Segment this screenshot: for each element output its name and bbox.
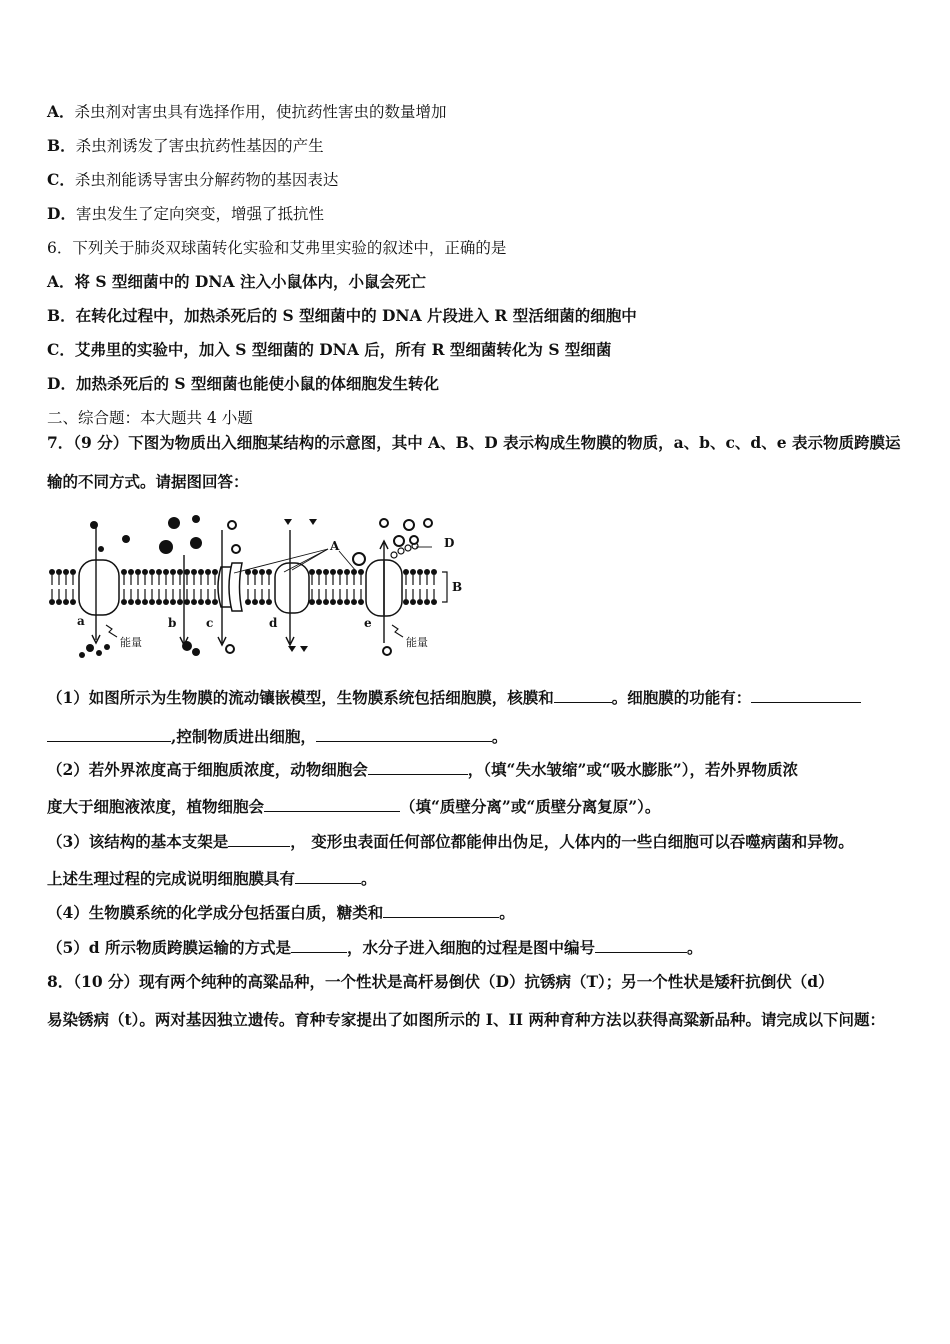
answer-blank[interactable] <box>368 760 468 775</box>
label-d-upper: D <box>444 536 455 550</box>
solutes-outside <box>90 515 317 554</box>
answer-blank[interactable] <box>264 797 400 812</box>
label-d: d <box>269 616 278 630</box>
q7-stem-line2: 输的不同方式。请据图回答： <box>47 472 249 491</box>
label-c: c <box>206 616 214 630</box>
label-a: a <box>77 614 85 628</box>
q7-part2-line1: （2）若外界浓度高于细胞质浓度，动物细胞会 ，（填“失水皱缩”或“吸水膨胀”），若外界物质浓 <box>47 760 798 779</box>
answer-blank[interactable] <box>291 938 347 953</box>
q7-part2-line2: 度大于细胞液浓度，植物细胞会 （填“质壁分离”或“质壁分离复原”）。 <box>47 797 661 816</box>
q7-part5: （5）d 所示物质跨膜运输的方式是 ，水分子进入细胞的过程是图中编号 。 <box>47 938 703 957</box>
q7-part3-line1: （3）该结构的基本支架是 ， 变形虫表面任何部位都能伸出伪足，人体内的一些白细胞可以吞噬病菌和异物。 <box>47 832 854 851</box>
q6-stem: 6．下列关于肺炎双球菌转化实验和艾弗里实验的叙述中，正确的是 <box>47 239 507 257</box>
open-molecules-inside <box>226 645 391 655</box>
answer-blank[interactable] <box>751 688 861 703</box>
q5-option-a: A．杀虫剂对害虫具有选择作用，使抗药性害虫的数量增加 <box>47 102 447 121</box>
answer-blank[interactable] <box>554 688 612 703</box>
q7-part4: （4）生物膜系统的化学成分包括蛋白质，糖类和 。 <box>47 903 515 922</box>
solutes-inside <box>79 641 308 658</box>
answer-blank[interactable] <box>383 903 499 918</box>
answer-blank[interactable] <box>295 869 361 884</box>
section-heading: 二、综合题：本大题共 4 小题 <box>47 409 253 427</box>
answer-blank[interactable] <box>47 727 171 742</box>
q8-line1: 8．（10 分）现有两个纯种的高粱品种，一个性状是高杆易倒伏（D）抗锈病（T）；另一个性状是矮秆抗倒伏（d） <box>47 972 834 991</box>
label-a-upper: A <box>330 539 340 553</box>
q7-part1-line1: （1）如图所示为生物膜的流动镶嵌模型，生物膜系统包括细胞膜，核膜和 。细胞膜的功能有： <box>47 688 861 708</box>
answer-blank[interactable] <box>595 938 687 953</box>
answer-blank[interactable] <box>316 727 492 742</box>
q8-line2: 易染锈病（t）。两对基因独立遗传。育种专家提出了如图所示的 I、II 两种育种方法以获得高粱新品种。请完成以下问题： <box>47 1010 885 1029</box>
label-e: e <box>364 616 372 630</box>
q7-part3-line2: 上述生理过程的完成说明细胞膜具有 。 <box>47 869 377 888</box>
q7-stem-line1: 7．（9 分）下图为物质出入细胞某结构的示意图，其中 A、B、D 表示构成生物膜的物质，a、b、c、d、e 表示物质跨膜运 <box>47 433 901 452</box>
q5-option-c: C．杀虫剂能诱导害虫分解药物的基因表达 <box>47 170 339 189</box>
label-b-upper: B <box>452 580 463 594</box>
q6-option-a: A．将 S 型细菌中的 DNA 注入小鼠体内，小鼠会死亡 <box>47 272 426 291</box>
q7-part1-line2: ,控制物质进出细胞， 。 <box>47 727 507 747</box>
energy-zigzags <box>106 625 403 637</box>
energy-label-right: 能量 <box>406 636 428 649</box>
energy-label-left: 能量 <box>120 636 142 649</box>
answer-blank[interactable] <box>228 832 290 847</box>
q5-option-b: B．杀虫剂诱发了害虫抗药性基因的产生 <box>47 136 324 155</box>
q6-option-b: B．在转化过程中，加热杀死后的 S 型细菌中的 DNA 片段进入 R 型活细菌的细胞中 <box>47 306 637 325</box>
q6-option-c: C．艾弗里的实验中，加入 S 型细菌的 DNA 后，所有 R 型细菌转化为 S 型细菌 <box>47 340 612 359</box>
q5-option-d: D．害虫发生了定向突变，增强了抵抗性 <box>47 204 324 223</box>
q6-option-d: D．加热杀死后的 S 型细菌也能使小鼠的体细胞发生转化 <box>47 374 439 393</box>
label-b: b <box>168 616 177 630</box>
bilayer-bracket <box>442 572 447 602</box>
membrane-diagram <box>44 515 464 660</box>
